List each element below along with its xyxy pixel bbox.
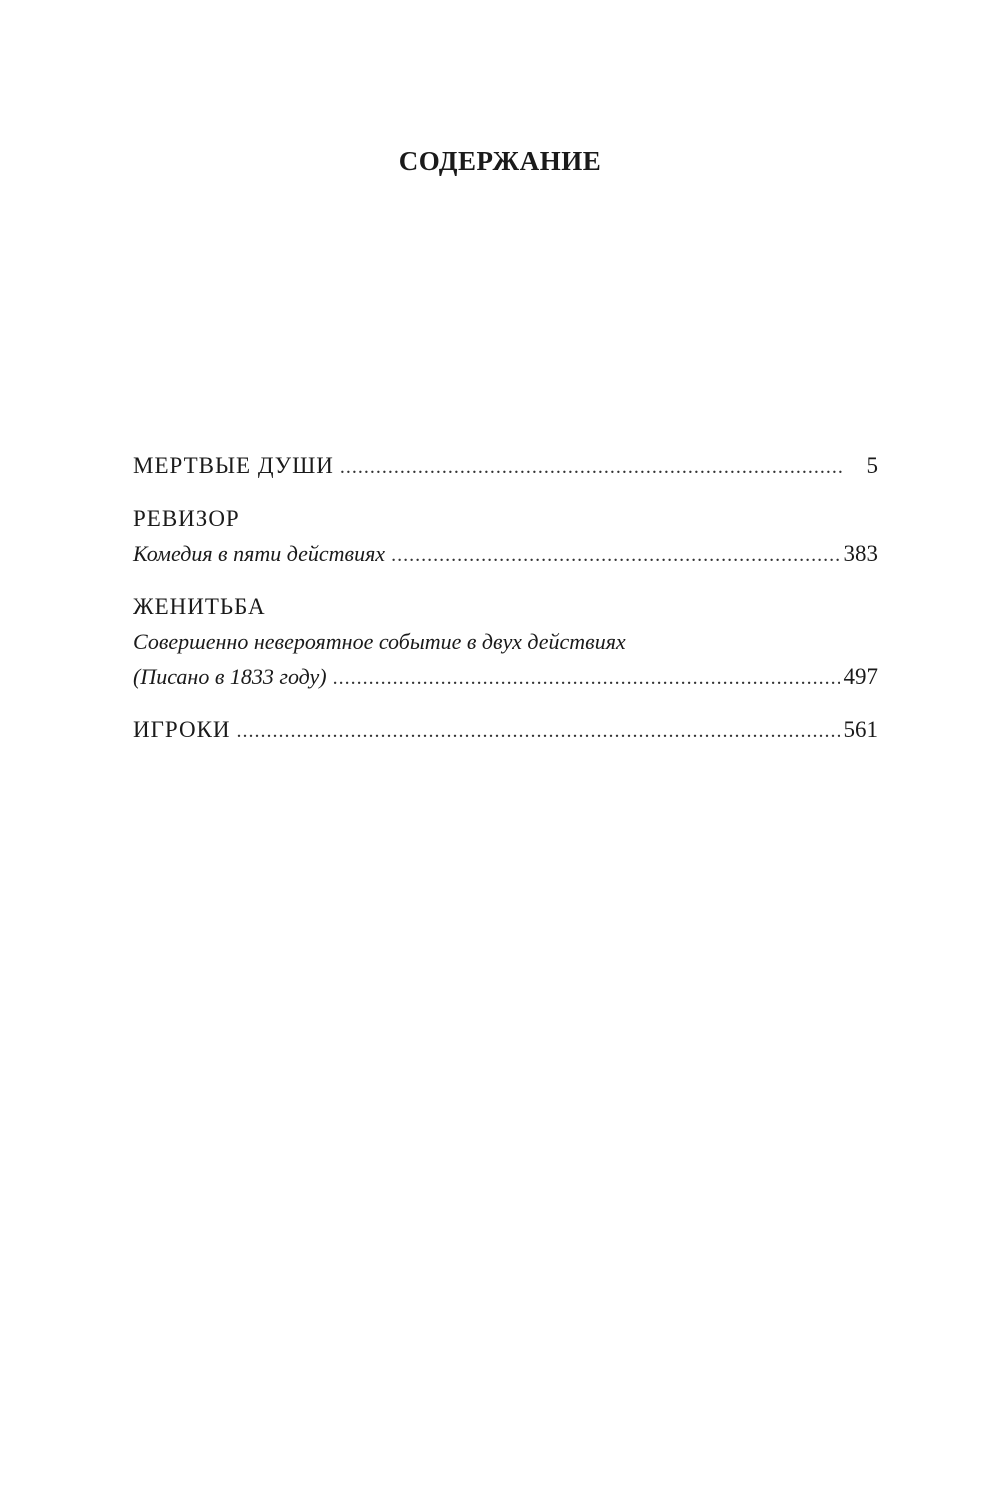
page-number: 5: [866, 453, 878, 478]
dot-leader: [333, 661, 840, 696]
entry-title: ИГРОКИ: [133, 717, 231, 742]
entry-subtitle-note: (Писано в 1833 году): [133, 664, 327, 689]
toc-entry-dead-souls[interactable]: [133, 448, 878, 485]
entry-subtitle: Совершенно невероятное событие в двух действиях: [133, 629, 626, 654]
toc-line: [133, 624, 878, 659]
entry-subtitle: Комедия в пяти действиях: [133, 541, 386, 566]
entry-title: МЕРТВЫЕ ДУШИ: [133, 453, 334, 478]
toc-line: [133, 589, 878, 624]
toc-entry-marriage[interactable]: [133, 589, 878, 696]
toc-line: [133, 501, 878, 536]
dot-leader: [340, 450, 844, 485]
toc-entry-gamblers[interactable]: [133, 712, 878, 749]
page-number: 497: [843, 664, 878, 689]
dot-leader: [237, 714, 840, 749]
entry-title: ЖЕНИТЬБА: [133, 594, 266, 619]
toc-line: [133, 712, 878, 749]
entry-title: РЕВИЗОР: [133, 506, 240, 531]
page-number: 383: [843, 541, 878, 566]
table-of-contents: [133, 448, 878, 749]
dot-leader: [391, 538, 839, 573]
toc-entry-inspector[interactable]: [133, 501, 878, 573]
page-title: СОДЕРЖАНИЕ: [398, 146, 602, 176]
toc-line: [133, 536, 878, 573]
toc-line: [133, 448, 878, 485]
page-number: 561: [843, 717, 878, 742]
toc-line: [133, 659, 878, 696]
